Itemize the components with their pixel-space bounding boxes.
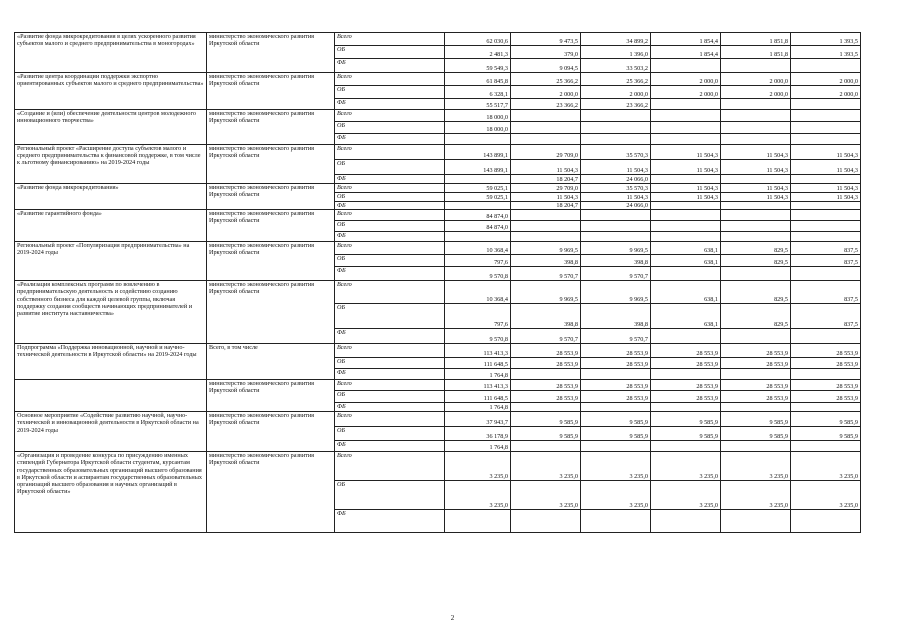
amount-cell: 9 969,5	[511, 242, 581, 255]
amount-cell	[651, 175, 721, 184]
amount-cell: 3 235,0	[651, 452, 721, 481]
amount-cell: 28 553,9	[581, 391, 651, 403]
amount-cell: 18 204,7	[511, 202, 581, 210]
amount-cell	[791, 441, 861, 452]
amount-cell: 28 553,9	[721, 391, 791, 403]
funding-source-cell: ФБ	[335, 59, 445, 73]
amount-cell: 837,5	[791, 255, 861, 267]
amount-cell	[721, 99, 791, 110]
amount-cell	[651, 122, 721, 134]
amount-cell: 28 553,9	[791, 358, 861, 369]
funding-source-cell: ФБ	[335, 134, 445, 145]
amount-cell: 2 000,0	[511, 86, 581, 99]
amount-cell: 2 000,0	[721, 86, 791, 99]
amount-cell	[721, 232, 791, 242]
amount-cell	[791, 221, 861, 232]
amount-cell: 9 570,8	[445, 329, 511, 344]
amount-cell	[581, 210, 651, 221]
amount-cell	[791, 232, 861, 242]
amount-cell	[791, 403, 861, 412]
table-row	[15, 145, 861, 160]
amount-cell: 11 504,3	[581, 193, 651, 202]
amount-cell: 1 854,4	[651, 46, 721, 59]
amount-cell: 638,1	[651, 281, 721, 304]
amount-cell: 33 503,2	[581, 59, 651, 73]
amount-cell	[511, 441, 581, 452]
amount-cell	[445, 232, 511, 242]
amount-cell	[721, 210, 791, 221]
measure-name-cell: Основное мероприятие «Содействие развитию научной, научно-технической и инновационной деятельности в Иркутской области на 2019-2024 годы	[15, 412, 207, 452]
amount-cell: 9 094,5	[511, 59, 581, 73]
amount-cell: 11 504,3	[651, 184, 721, 193]
executor-cell: министерство экономического развития Иркутской области	[207, 412, 335, 452]
table-row	[15, 242, 861, 255]
amount-cell: 3 235,0	[511, 481, 581, 510]
amount-cell	[511, 369, 581, 380]
amount-cell: 829,5	[721, 255, 791, 267]
amount-cell	[651, 329, 721, 344]
executor-cell: министерство экономического развития Иркутской области	[207, 452, 335, 533]
amount-cell	[651, 134, 721, 145]
amount-cell: 28 553,9	[651, 344, 721, 358]
amount-cell: 28 553,9	[581, 344, 651, 358]
amount-cell: 23 366,2	[581, 99, 651, 110]
funding-source-cell: ОБ	[335, 427, 445, 441]
amount-cell: 143 899,1	[445, 145, 511, 160]
executor-cell: министерство экономического развития Иркутской области	[207, 184, 335, 210]
amount-cell: 84 874,0	[445, 221, 511, 232]
amount-cell: 1 764,8	[445, 369, 511, 380]
amount-cell: 11 504,3	[651, 193, 721, 202]
amount-cell: 37 943,7	[445, 412, 511, 427]
amount-cell: 3 235,0	[721, 481, 791, 510]
amount-cell: 59 025,1	[445, 184, 511, 193]
executor-cell: министерство экономического развития Иркутской области	[207, 110, 335, 145]
amount-cell: 111 648,5	[445, 358, 511, 369]
funding-source-cell: ФБ	[335, 99, 445, 110]
amount-cell	[721, 267, 791, 281]
amount-cell: 9 585,9	[581, 427, 651, 441]
amount-cell: 1 393,5	[791, 33, 861, 46]
amount-cell: 9 585,9	[791, 412, 861, 427]
funding-source-cell: ФБ	[335, 329, 445, 344]
amount-cell: 84 874,0	[445, 210, 511, 221]
executor-cell: министерство экономического развития Иркутской области	[207, 33, 335, 73]
funding-source-cell: Всего	[335, 145, 445, 160]
funding-source-cell: Всего	[335, 452, 445, 481]
amount-cell: 59 025,1	[445, 193, 511, 202]
amount-cell	[581, 441, 651, 452]
amount-cell: 23 366,2	[511, 99, 581, 110]
amount-cell: 9 473,5	[511, 33, 581, 46]
amount-cell: 11 504,3	[721, 160, 791, 175]
executor-cell: Всего, в том числе	[207, 344, 335, 380]
amount-cell: 2 000,0	[721, 73, 791, 86]
amount-cell: 9 585,9	[721, 412, 791, 427]
funding-source-cell: ОБ	[335, 304, 445, 329]
amount-cell	[581, 510, 651, 533]
amount-cell	[721, 110, 791, 122]
amount-cell	[791, 369, 861, 380]
amount-cell: 3 235,0	[445, 481, 511, 510]
amount-cell	[791, 122, 861, 134]
amount-cell: 35 570,3	[581, 184, 651, 193]
amount-cell: 11 504,3	[721, 193, 791, 202]
funding-source-cell: ОБ	[335, 391, 445, 403]
budget-table-sheet	[14, 32, 860, 533]
amount-cell: 9 570,7	[581, 329, 651, 344]
table-row	[15, 452, 861, 481]
amount-cell: 28 553,9	[651, 380, 721, 391]
amount-cell: 62 030,6	[445, 33, 511, 46]
amount-cell: 10 368,4	[445, 242, 511, 255]
funding-source-cell: ОБ	[335, 86, 445, 99]
amount-cell: 829,5	[721, 242, 791, 255]
executor-cell: министерство экономического развития Иркутской области	[207, 73, 335, 110]
amount-cell	[721, 441, 791, 452]
table-row	[15, 344, 861, 358]
amount-cell	[651, 210, 721, 221]
amount-cell	[721, 221, 791, 232]
amount-cell	[651, 232, 721, 242]
amount-cell: 3 235,0	[581, 452, 651, 481]
amount-cell	[721, 175, 791, 184]
amount-cell: 9 969,5	[581, 281, 651, 304]
amount-cell: 61 845,8	[445, 73, 511, 86]
amount-cell	[791, 267, 861, 281]
amount-cell: 11 504,3	[791, 193, 861, 202]
amount-cell: 797,6	[445, 304, 511, 329]
amount-cell: 55 517,7	[445, 99, 511, 110]
amount-cell: 36 178,9	[445, 427, 511, 441]
amount-cell: 113 413,3	[445, 380, 511, 391]
page-number: 2	[450, 614, 455, 622]
measure-name-cell	[15, 380, 207, 412]
amount-cell	[581, 221, 651, 232]
amount-cell: 2 000,0	[791, 73, 861, 86]
amount-cell: 9 585,9	[511, 412, 581, 427]
amount-cell	[791, 210, 861, 221]
amount-cell: 1 854,4	[651, 33, 721, 46]
amount-cell: 29 709,0	[511, 145, 581, 160]
amount-cell: 28 553,9	[511, 380, 581, 391]
amount-cell: 9 585,9	[721, 427, 791, 441]
amount-cell: 59 549,3	[445, 59, 511, 73]
amount-cell: 638,1	[651, 242, 721, 255]
amount-cell: 11 504,3	[791, 145, 861, 160]
amount-cell: 3 235,0	[791, 452, 861, 481]
amount-cell: 829,5	[721, 304, 791, 329]
executor-cell: министерство экономического развития Иркутской области	[207, 210, 335, 242]
amount-cell: 11 504,3	[651, 160, 721, 175]
amount-cell: 9 969,5	[581, 242, 651, 255]
amount-cell: 28 553,9	[721, 358, 791, 369]
funding-source-cell: Всего	[335, 412, 445, 427]
executor-cell: министерство экономического развития Иркутской области	[207, 380, 335, 412]
amount-cell: 398,8	[581, 304, 651, 329]
amount-cell: 797,6	[445, 255, 511, 267]
amount-cell: 3 235,0	[511, 452, 581, 481]
amount-cell: 111 648,5	[445, 391, 511, 403]
funding-source-cell: Всего	[335, 110, 445, 122]
table-row	[15, 281, 861, 304]
table-row	[15, 110, 861, 122]
amount-cell	[721, 329, 791, 344]
amount-cell: 28 553,9	[791, 380, 861, 391]
measure-name-cell: «Реализация комплексных программ по вовлечению в предпринимательскую деятельность и содействию созданию собственного бизнеса для каждой целевой группы, включая поддержку создания сообществ начинающих предпринимателей и развитие института наставничества»	[15, 281, 207, 344]
amount-cell: 113 413,3	[445, 344, 511, 358]
amount-cell: 6 328,1	[445, 86, 511, 99]
amount-cell: 28 553,9	[791, 344, 861, 358]
amount-cell: 837,5	[791, 242, 861, 255]
amount-cell: 18 000,0	[445, 122, 511, 134]
amount-cell: 1 851,8	[721, 46, 791, 59]
funding-source-cell: ОБ	[335, 46, 445, 59]
amount-cell	[511, 232, 581, 242]
amount-cell	[651, 369, 721, 380]
measure-name-cell: «Организация и проведение конкурса по присуждению именных стипендий Губернатора Иркутской области студентам, курсантам государственных образовательных организаций высшего образования в Иркутской области и аспирантам государственных образовательных организаций высшего образования и научных организаций в Иркутской области»	[15, 452, 207, 533]
budget-table	[14, 32, 861, 533]
funding-source-cell: ОБ	[335, 481, 445, 510]
amount-cell	[791, 99, 861, 110]
executor-cell: министерство экономического развития Иркутской области	[207, 281, 335, 344]
amount-cell	[721, 122, 791, 134]
funding-source-cell: ОБ	[335, 221, 445, 232]
amount-cell: 3 235,0	[791, 481, 861, 510]
amount-cell: 9 585,9	[651, 412, 721, 427]
amount-cell: 2 000,0	[651, 86, 721, 99]
amount-cell	[791, 134, 861, 145]
executor-cell: министерство экономического развития Иркутской области	[207, 242, 335, 281]
amount-cell	[791, 175, 861, 184]
amount-cell: 11 504,3	[511, 193, 581, 202]
amount-cell	[581, 369, 651, 380]
table-row	[15, 184, 861, 193]
funding-source-cell: ОБ	[335, 193, 445, 202]
amount-cell: 837,5	[791, 281, 861, 304]
amount-cell: 1 396,0	[581, 46, 651, 59]
amount-cell: 3 235,0	[445, 452, 511, 481]
amount-cell: 398,8	[511, 255, 581, 267]
amount-cell: 1 764,8	[445, 441, 511, 452]
measure-name-cell: «Создание и (или) обеспечение деятельности центров молодежного инновационного творчества»	[15, 110, 207, 145]
amount-cell: 24 066,0	[581, 175, 651, 184]
amount-cell: 11 504,3	[581, 160, 651, 175]
amount-cell	[721, 510, 791, 533]
funding-source-cell: ОБ	[335, 255, 445, 267]
measure-name-cell: Региональный проект «Расширение доступа субъектов малого и среднего предпринимательства к финансовой поддержке, в том числе к льготному финансированию» на 2019-2024 годы	[15, 145, 207, 184]
amount-cell	[651, 441, 721, 452]
amount-cell: 9 585,9	[581, 412, 651, 427]
amount-cell: 25 366,2	[511, 73, 581, 86]
amount-cell	[651, 99, 721, 110]
funding-source-cell: Всего	[335, 33, 445, 46]
funding-source-cell: ФБ	[335, 441, 445, 452]
funding-source-cell: Всего	[335, 210, 445, 221]
amount-cell: 11 504,3	[721, 145, 791, 160]
funding-source-cell: Всего	[335, 73, 445, 86]
funding-source-cell: ФБ	[335, 369, 445, 380]
amount-cell	[445, 510, 511, 533]
amount-cell: 2 481,3	[445, 46, 511, 59]
measure-name-cell: Подпрограмма «Поддержка инновационной, научной и научно-технической деятельности в Иркутской области» на 2019-2024 годы	[15, 344, 207, 380]
amount-cell: 28 553,9	[511, 344, 581, 358]
amount-cell	[651, 221, 721, 232]
amount-cell	[651, 403, 721, 412]
amount-cell	[651, 267, 721, 281]
amount-cell	[445, 175, 511, 184]
amount-cell	[581, 110, 651, 122]
measure-name-cell: «Развитие фонда микрокредитования»	[15, 184, 207, 210]
amount-cell: 11 504,3	[651, 145, 721, 160]
amount-cell: 379,0	[511, 46, 581, 59]
amount-cell: 28 553,9	[721, 380, 791, 391]
table-row	[15, 412, 861, 427]
amount-cell: 11 504,3	[791, 184, 861, 193]
amount-cell	[445, 202, 511, 210]
measure-name-cell: Региональный проект «Популяризация предпринимательства» на 2019-2024 годы	[15, 242, 207, 281]
amount-cell: 9 969,5	[511, 281, 581, 304]
amount-cell: 11 504,3	[511, 160, 581, 175]
amount-cell: 11 504,3	[721, 184, 791, 193]
amount-cell: 28 553,9	[581, 380, 651, 391]
amount-cell	[721, 202, 791, 210]
amount-cell	[651, 202, 721, 210]
amount-cell	[581, 122, 651, 134]
amount-cell: 638,1	[651, 255, 721, 267]
amount-cell: 1 764,8	[445, 403, 511, 412]
table-row	[15, 210, 861, 221]
amount-cell: 398,8	[511, 304, 581, 329]
amount-cell: 24 066,0	[581, 202, 651, 210]
amount-cell	[511, 510, 581, 533]
funding-source-cell: ФБ	[335, 202, 445, 210]
funding-source-cell: ФБ	[335, 267, 445, 281]
amount-cell: 1 851,8	[721, 33, 791, 46]
amount-cell	[651, 510, 721, 533]
amount-cell	[511, 221, 581, 232]
amount-cell	[581, 134, 651, 145]
amount-cell	[721, 369, 791, 380]
table-row	[15, 73, 861, 86]
amount-cell: 9 585,9	[791, 427, 861, 441]
amount-cell: 35 570,3	[581, 145, 651, 160]
amount-cell: 18 000,0	[445, 110, 511, 122]
amount-cell	[791, 110, 861, 122]
amount-cell	[721, 403, 791, 412]
measure-name-cell: «Развитие гарантийного фонда»	[15, 210, 207, 242]
amount-cell: 143 899,1	[445, 160, 511, 175]
amount-cell: 28 553,9	[511, 391, 581, 403]
amount-cell: 28 553,9	[651, 358, 721, 369]
funding-source-cell: ФБ	[335, 232, 445, 242]
amount-cell: 829,5	[721, 281, 791, 304]
funding-source-cell: ОБ	[335, 160, 445, 175]
amount-cell: 28 553,9	[511, 358, 581, 369]
amount-cell: 9 585,9	[511, 427, 581, 441]
amount-cell	[511, 403, 581, 412]
amount-cell: 11 504,3	[791, 160, 861, 175]
amount-cell: 837,5	[791, 304, 861, 329]
amount-cell: 638,1	[651, 304, 721, 329]
funding-source-cell: Всего	[335, 281, 445, 304]
amount-cell	[445, 134, 511, 145]
amount-cell: 28 553,9	[721, 344, 791, 358]
amount-cell	[651, 110, 721, 122]
amount-cell: 398,8	[581, 255, 651, 267]
table-row	[15, 380, 861, 391]
amount-cell: 2 000,0	[651, 73, 721, 86]
budget-table-body	[15, 33, 861, 533]
amount-cell: 18 204,7	[511, 175, 581, 184]
amount-cell	[791, 202, 861, 210]
amount-cell: 3 235,0	[581, 481, 651, 510]
amount-cell: 28 553,9	[651, 391, 721, 403]
amount-cell	[581, 232, 651, 242]
amount-cell	[651, 59, 721, 73]
funding-source-cell: ФБ	[335, 510, 445, 533]
funding-source-cell: Всего	[335, 184, 445, 193]
amount-cell: 2 000,0	[791, 86, 861, 99]
amount-cell: 9 585,9	[651, 427, 721, 441]
amount-cell: 2 000,0	[581, 86, 651, 99]
amount-cell	[721, 134, 791, 145]
measure-name-cell: «Развитие фонда микрокредитования в целях ускоренного развития субъектов малого и среднего предпринимательства в моногородах»	[15, 33, 207, 73]
amount-cell: 9 570,7	[511, 329, 581, 344]
amount-cell: 9 570,7	[581, 267, 651, 281]
amount-cell	[791, 59, 861, 73]
funding-source-cell: ОБ	[335, 122, 445, 134]
executor-cell: министерство экономического развития Иркутской области	[207, 145, 335, 184]
funding-source-cell: Всего	[335, 380, 445, 391]
amount-cell: 29 709,0	[511, 184, 581, 193]
amount-cell	[791, 329, 861, 344]
amount-cell	[511, 210, 581, 221]
amount-cell: 25 366,2	[581, 73, 651, 86]
amount-cell: 28 553,9	[581, 358, 651, 369]
amount-cell	[511, 134, 581, 145]
funding-source-cell: ФБ	[335, 403, 445, 412]
amount-cell	[511, 110, 581, 122]
amount-cell: 34 899,2	[581, 33, 651, 46]
amount-cell	[581, 403, 651, 412]
amount-cell: 9 570,8	[445, 267, 511, 281]
funding-source-cell: ОБ	[335, 358, 445, 369]
amount-cell: 3 235,0	[651, 481, 721, 510]
amount-cell: 1 393,5	[791, 46, 861, 59]
amount-cell	[511, 122, 581, 134]
amount-cell: 10 368,4	[445, 281, 511, 304]
amount-cell: 28 553,9	[791, 391, 861, 403]
funding-source-cell: ФБ	[335, 175, 445, 184]
amount-cell	[791, 510, 861, 533]
funding-source-cell: Всего	[335, 242, 445, 255]
funding-source-cell: Всего	[335, 344, 445, 358]
amount-cell: 9 570,7	[511, 267, 581, 281]
amount-cell: 3 235,0	[721, 452, 791, 481]
table-row	[15, 33, 861, 46]
amount-cell	[721, 59, 791, 73]
measure-name-cell: «Развитие центра координации поддержки экспортно ориентированных субъектов малого и среднего предпринимательства»	[15, 73, 207, 110]
